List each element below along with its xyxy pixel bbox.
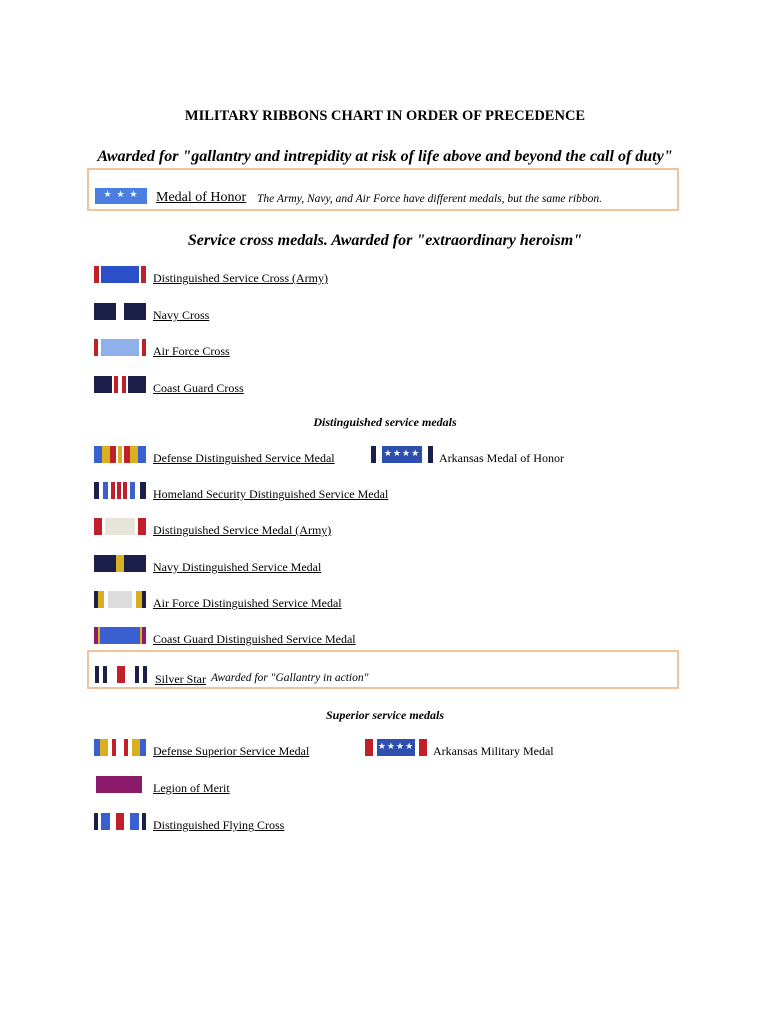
- defense-dsm-link[interactable]: Defense Distinguished Service Medal: [153, 451, 335, 465]
- arkansas-military-medal-label: Arkansas Military Medal: [433, 744, 554, 758]
- gallantry-heading: Awarded for "gallantry and intrepidity at risk of life above and beyond the call of duty": [97, 148, 673, 165]
- air-force-cross-link[interactable]: Air Force Cross: [153, 344, 230, 358]
- dfc-link[interactable]: Distinguished Flying Cross: [153, 818, 285, 832]
- medal-of-honor-ribbon: [95, 188, 147, 204]
- ribbon-stars-icon: ★★★★: [383, 449, 421, 459]
- defense-ssm-link[interactable]: Defense Superior Service Medal: [153, 744, 310, 758]
- legion-of-merit-link[interactable]: Legion of Merit: [153, 781, 230, 795]
- page-title: MILITARY RIBBONS CHART IN ORDER OF PRECEDENCE: [184, 108, 586, 124]
- silver-star-link[interactable]: Silver Star: [155, 672, 206, 686]
- ribbon-stars-icon: ★ ★ ★: [103, 190, 139, 200]
- legion-of-merit-ribbon: [94, 776, 144, 793]
- navy-dsm-ribbon: [94, 555, 146, 572]
- homeland-dsm-ribbon: [94, 482, 146, 499]
- defense-ssm-ribbon: [94, 739, 146, 756]
- arkansas-medal-of-honor-ribbon: [371, 446, 433, 463]
- superior-heading: Superior service medals: [326, 708, 444, 722]
- navy-cross-ribbon: [94, 303, 146, 320]
- arkansas-medal-of-honor-label: Arkansas Medal of Honor: [439, 451, 564, 465]
- dsc-army-link[interactable]: Distinguished Service Cross (Army): [153, 271, 328, 285]
- air-force-dsm-link[interactable]: Air Force Distinguished Service Medal: [153, 596, 342, 610]
- coast-guard-dsm-ribbon: [94, 627, 146, 644]
- coast-guard-dsm-link[interactable]: Coast Guard Distinguished Service Medal: [153, 632, 356, 646]
- dfc-ribbon: [94, 813, 146, 830]
- ribbon-stars-icon: ★★★★: [377, 742, 415, 752]
- medal-of-honor-link[interactable]: Medal of Honor: [156, 190, 247, 205]
- homeland-dsm-link[interactable]: Homeland Security Distinguished Service Medal: [153, 487, 389, 501]
- defense-dsm-ribbon: [94, 446, 146, 463]
- medal-of-honor-note: The Army, Navy, and Air Force have different medals, but the same ribbon.: [257, 193, 602, 205]
- silver-star-ribbon: [95, 666, 147, 683]
- dsc-army-ribbon: [94, 266, 146, 283]
- army-dsm-ribbon: [94, 518, 146, 535]
- air-force-cross-ribbon: [94, 339, 146, 356]
- army-dsm-link[interactable]: Distinguished Service Medal (Army): [153, 523, 332, 537]
- navy-dsm-link[interactable]: Navy Distinguished Service Medal: [153, 560, 322, 574]
- navy-cross-link[interactable]: Navy Cross: [153, 308, 210, 322]
- coast-guard-cross-link[interactable]: Coast Guard Cross: [153, 381, 244, 395]
- arkansas-military-medal-ribbon: [365, 739, 427, 756]
- distinguished-heading: Distinguished service medals: [313, 415, 457, 429]
- silver-star-note: Awarded for "Gallantry in action": [211, 672, 369, 684]
- air-force-dsm-ribbon: [94, 591, 146, 608]
- service-cross-heading: Service cross medals. Awarded for "extraordinary heroism": [187, 232, 583, 249]
- coast-guard-cross-ribbon: [94, 376, 146, 393]
